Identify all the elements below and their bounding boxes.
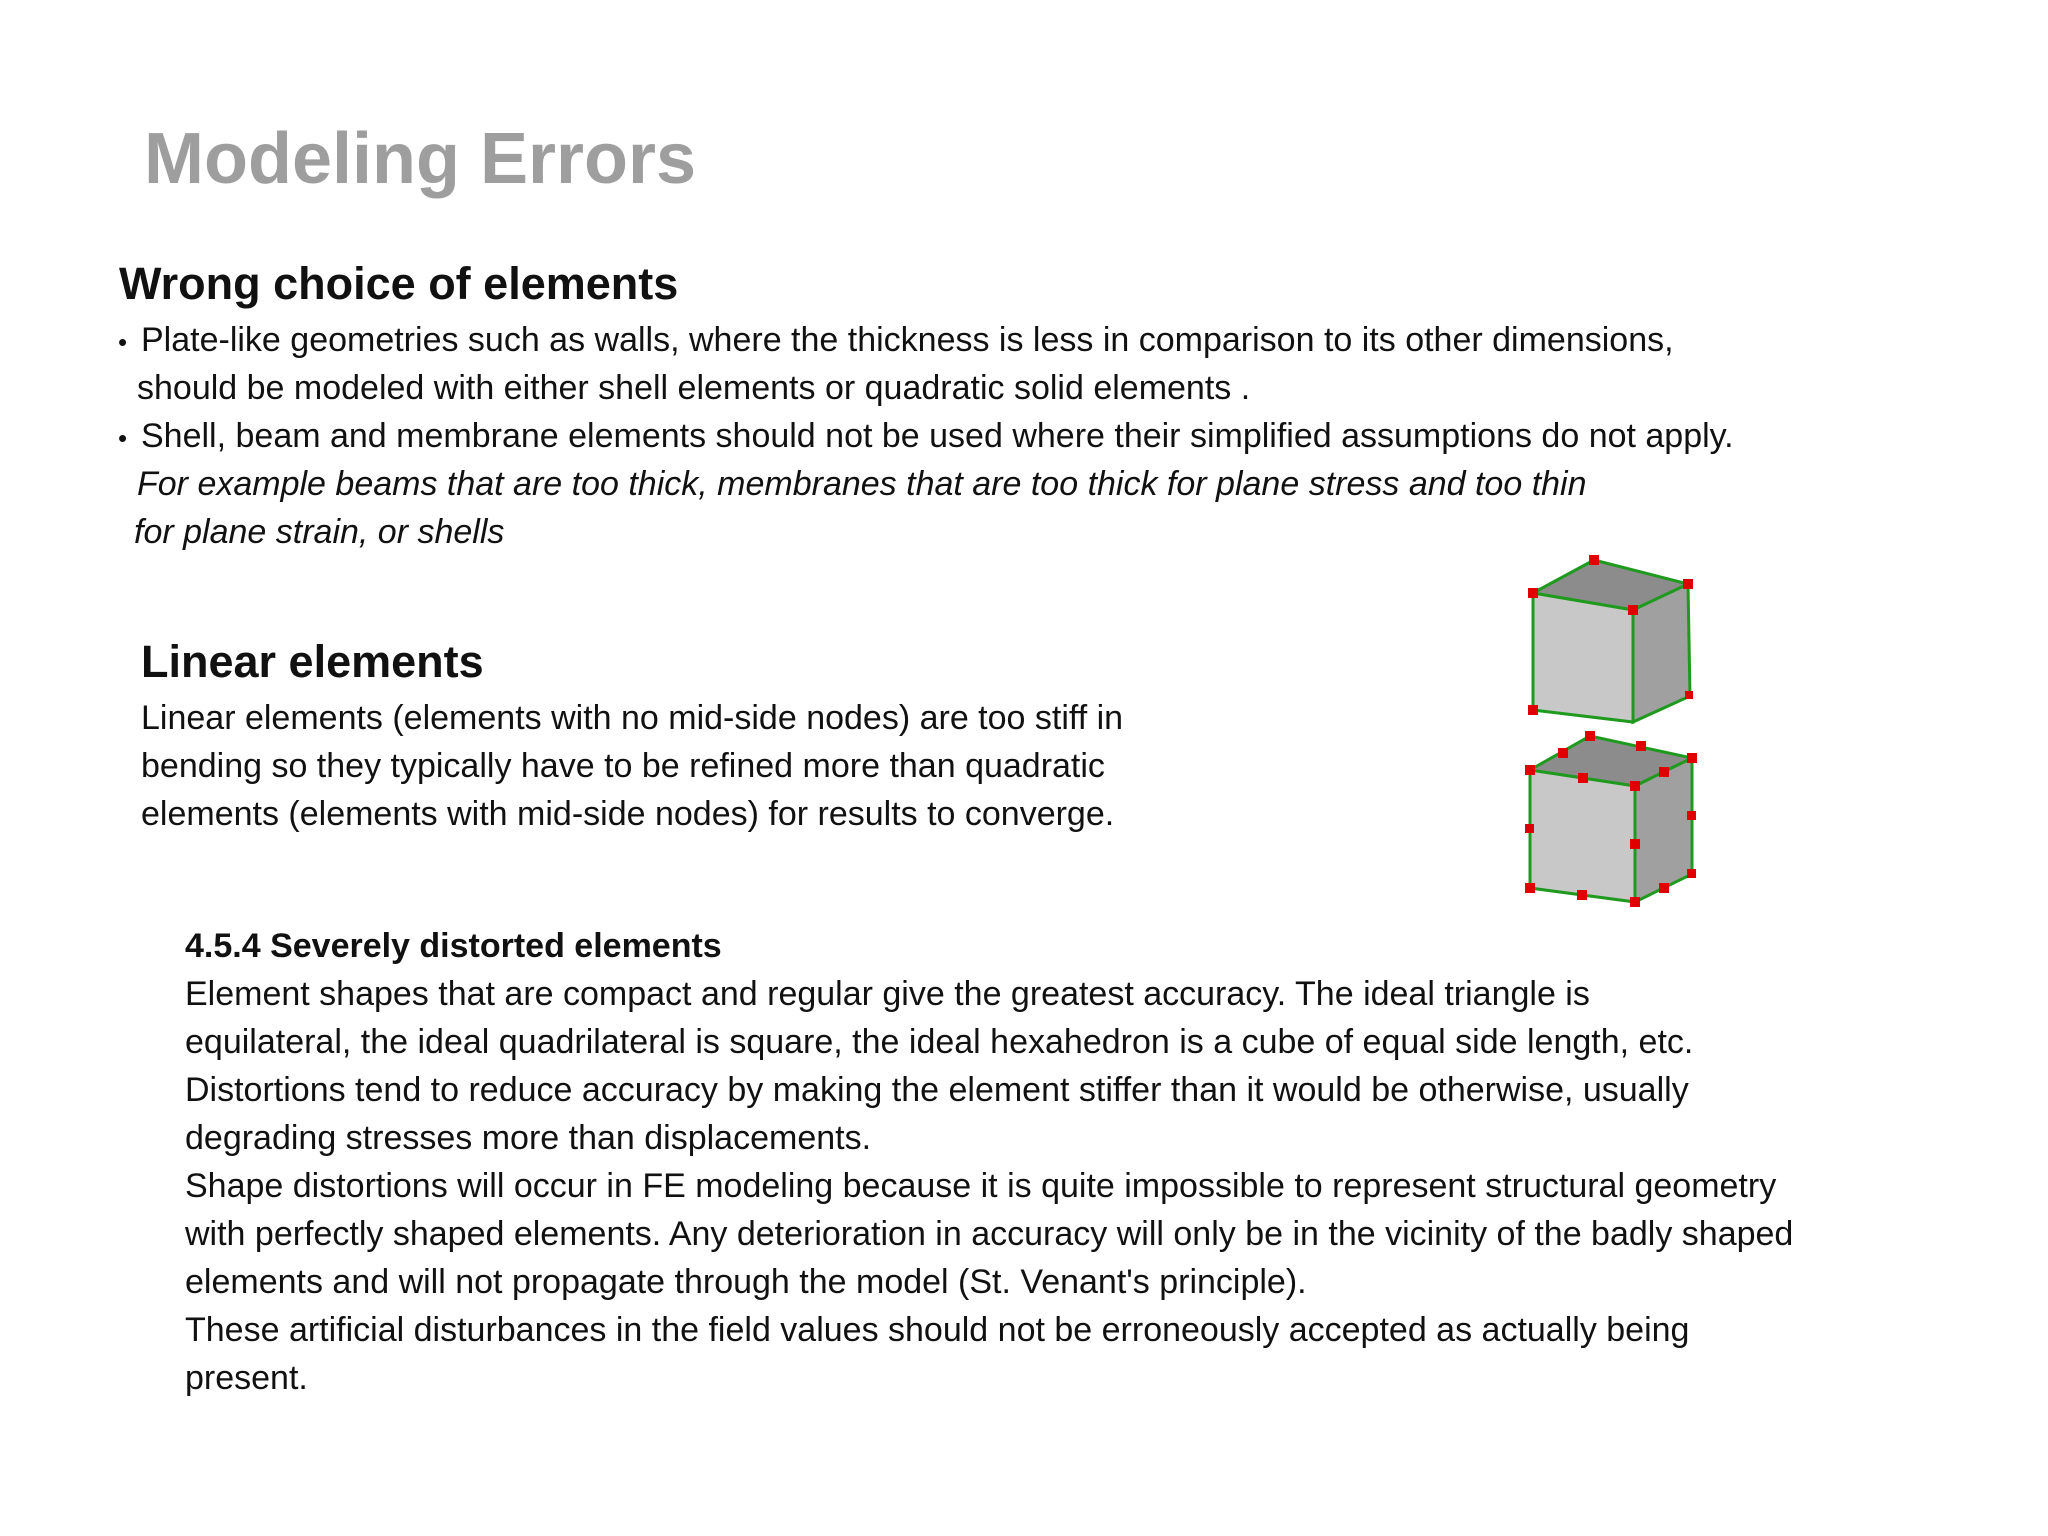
linear-hex-side-face [1633, 584, 1690, 722]
linear-line3: elements (elements with mid-side nodes) for results to converge. [141, 795, 1115, 833]
linear-hex-front-face [1533, 593, 1633, 722]
hexahedron-elements-figure [1510, 548, 1730, 918]
distorted-elements-heading: 4.5.4 Severely distorted elements [185, 927, 722, 965]
bullet-marker-2: • [118, 423, 128, 453]
bullet1-line2: should be modeled with either shell elements or quadratic solid elements . [137, 369, 1251, 407]
linear-line1: Linear elements (elements with no mid-side nodes) are too stiff in [141, 699, 1124, 737]
distorted-line: Element shapes that are compact and regular give the greatest accuracy. The ideal triangle is [185, 975, 1590, 1013]
linear-hex-element [1528, 555, 1693, 722]
linear-elements-heading: Linear elements [141, 636, 484, 687]
linear-line2: bending so they typically have to be refined more than quadratic [141, 747, 1105, 785]
distorted-line: present. [185, 1359, 308, 1397]
distorted-line: with perfectly shaped elements. Any deterioration in accuracy will only be in the vicinity of the badly shaped [185, 1215, 1794, 1253]
wrong-choice-heading: Wrong choice of elements [119, 258, 679, 309]
example-line2: for plane strain, or shells [134, 513, 505, 551]
quadratic-hex-front-face [1530, 770, 1635, 902]
bullet-marker-1: • [118, 327, 128, 357]
slide-title: Modeling Errors [144, 119, 697, 199]
distorted-line: equilateral, the ideal quadrilateral is square, the ideal hexahedron is a cube of equal side length, etc. [185, 1023, 1694, 1061]
distorted-line: degrading stresses more than displacements. [185, 1119, 872, 1157]
distorted-line: elements and will not propagate through the model (St. Venant's principle). [185, 1263, 1307, 1301]
distorted-line: Shape distortions will occur in FE modeling because it is quite impossible to represent structural geometry [185, 1167, 1777, 1205]
quadratic-hex-element [1525, 731, 1697, 907]
distorted-line: Distortions tend to reduce accuracy by making the element stiffer than it would be otherwise, usually [185, 1071, 1689, 1109]
example-line1: For example beams that are too thick, membranes that are too thick for plane stress and too thin [137, 465, 1587, 503]
bullet2-line1: Shell, beam and membrane elements should not be used where their simplified assumptions do not apply. [141, 417, 1734, 455]
bullet1-line1: Plate-like geometries such as walls, where the thickness is less in comparison to its other dimensions, [141, 321, 1674, 359]
distorted-line: These artificial disturbances in the field values should not be erroneously accepted as actually being [185, 1311, 1690, 1349]
